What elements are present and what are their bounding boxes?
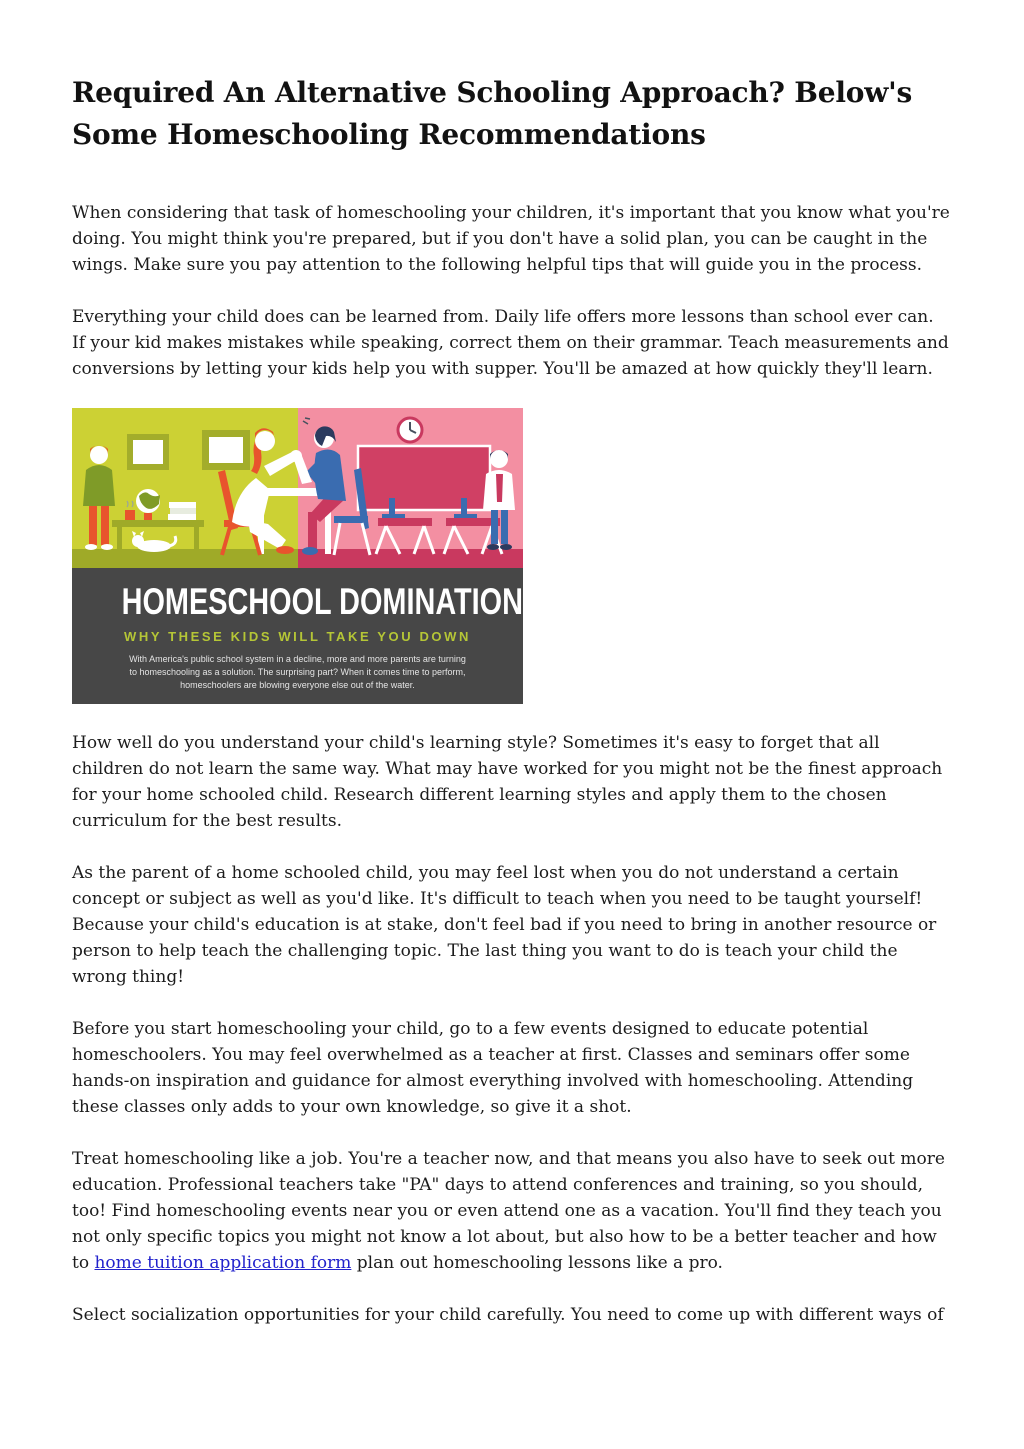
infographic-text-panel	[72, 568, 523, 704]
home-tuition-application-form-link[interactable]: home tuition application form	[94, 1253, 352, 1273]
infographic-subtitle: WHY THESE KIDS WILL TAKE YOU DOWN	[123, 629, 471, 644]
paragraph-5: Before you start homeschooling your child, go to a few events designed to educate potential homeschoolers. You may feel overwhelmed as a teacher at first. Classes and seminars offer some hands-on inspiration and guidance for almost everything involved with homeschooling. Attending these classes only adds to your own knowledge, so give it a shot.	[72, 1019, 914, 1117]
home-floor	[72, 549, 298, 568]
article-title: Required An Alternative Schooling Approach? Below's Some Homeschooling Recommendations	[72, 76, 913, 151]
paragraph-1: When considering that task of homeschooling your children, it's important that you know what you're doing. You might think you're prepared, but if you don't have a solid plan, you can be caught in the wings. Make sure you pay attention to the following helpful tips that will guide you in the process.	[72, 203, 950, 275]
paragraph-2: Everything your child does can be learned from. Daily life offers more lessons than school ever can. If your kid makes mistakes while speaking, correct them on their grammar. Teach measurements and conversions by letting your kids help you with supper. You'll be amazed at how quickly they'll learn.	[72, 307, 949, 379]
infographic-illustration	[72, 408, 523, 568]
chalkboard	[358, 446, 490, 510]
paragraph-6-text-after: plan out homeschooling lessons like a pro.	[351, 1253, 723, 1273]
homeschool-domination-infographic	[72, 408, 523, 704]
paragraph-6	[72, 1146, 952, 1276]
infographic-caption-line: homeschoolers are blowing everyone else out of the water.	[180, 680, 415, 690]
books-stack	[168, 502, 196, 520]
paragraph-4: As the parent of a home schooled child, you may feel lost when you do not understand a certain concept or subject as well as you'd like. It's difficult to teach when you need to be taught yourself! Because your child's education is at stake, don't feel bad if you need to bring in another resource or person to help teach the challenging topic. The last thing you want to do is teach your child the wrong thing!	[72, 863, 937, 987]
school-floor	[298, 549, 523, 568]
infographic-caption	[72, 653, 523, 692]
clasped-hands	[290, 450, 302, 462]
infographic-caption-line: With America's public school system in a decline, more and more parents are turning	[129, 654, 466, 664]
paragraph-6-text-before: Treat homeschooling like a job. You're a teacher now, and that means you also have to seek out more education. Professional teachers take "PA" days to attend conferences and training, so you should, too! Find homeschooling events near you or even attend one as a vacation. You'll find they teach you not only specific topics you might not know a lot about, but also how to be a better teacher and how to	[72, 1149, 945, 1273]
paragraph-7: Select socialization opportunities for your child carefully. You need to come up with different ways of	[72, 1305, 944, 1325]
infographic-title: HOMESCHOOL DOMINATION	[121, 581, 523, 622]
paragraph-3: How well do you understand your child's learning style? Sometimes it's easy to forget that all children do not learn the same way. What may have worked for you might not be the finest approach for your home schooled child. Research different learning styles and apply them to the chosen curriculum for the best results.	[72, 733, 943, 831]
infographic-caption-line: to homeschooling as a solution. The surprising part? When it comes time to perform,	[129, 667, 466, 677]
clock-icon	[398, 418, 422, 442]
